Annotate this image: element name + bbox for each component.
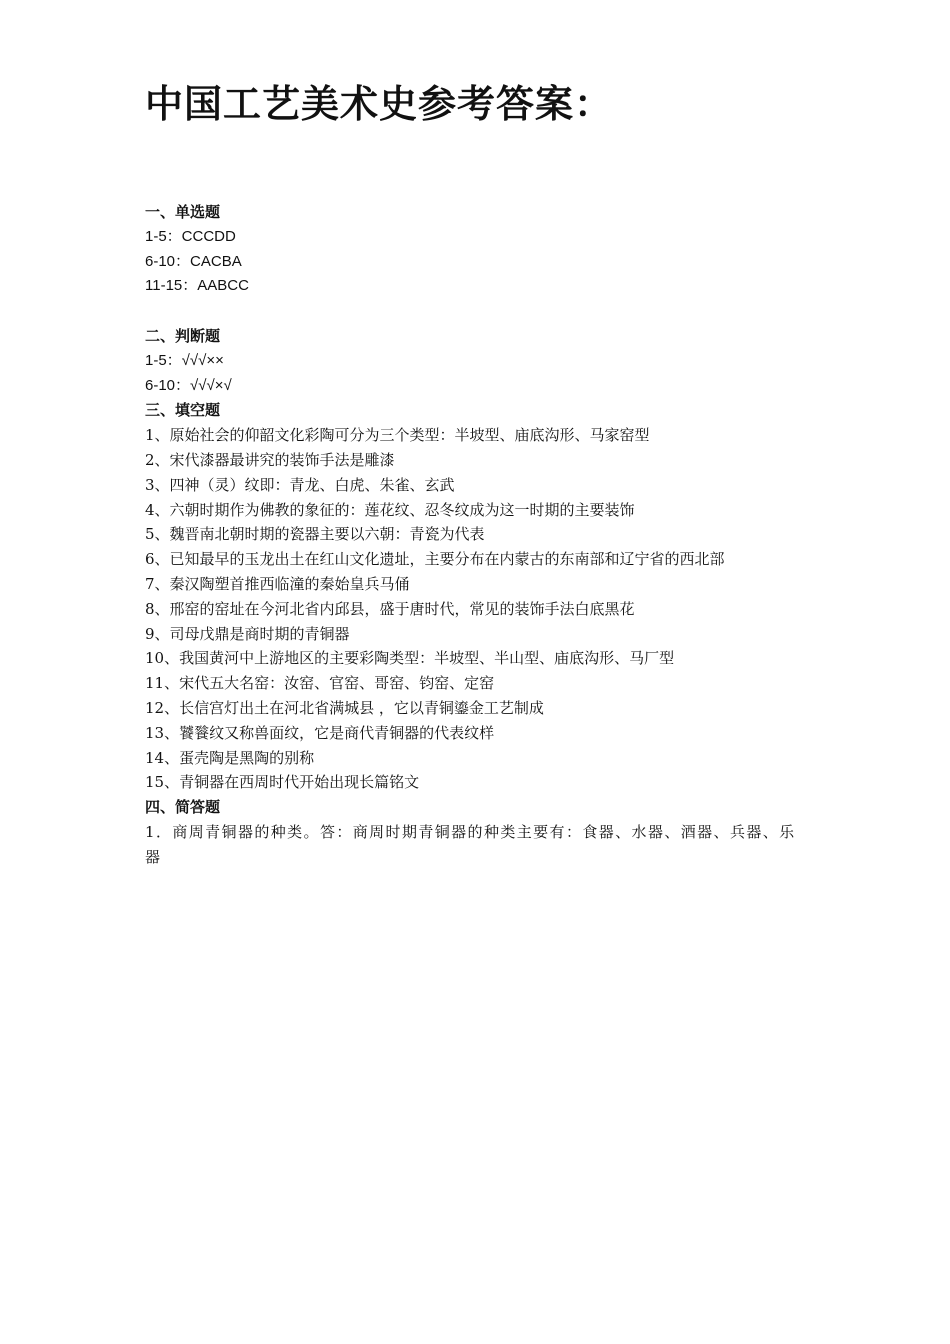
short-answer-item: 1．商周青铜器的种类。答：商周时期青铜器的种类主要有：食器、水器、酒器、兵器、乐器 <box>145 822 796 866</box>
fill-blank-item: 11、宋代五大名窑：汝窑、官窑、哥窑、钧窑、定窑 <box>145 674 495 693</box>
section-heading: 一、单选题 <box>145 203 221 221</box>
document-title: 中国工艺美术史参考答案： <box>145 82 614 126</box>
fill-blank-section <box>145 398 810 795</box>
single-choice-section <box>145 200 810 299</box>
section-heading: 二、判断题 <box>145 326 221 345</box>
fill-blank-item: 4、六朝时期作为佛教的象征的：莲花纹、忍冬纹成为这一时期的主要装饰 <box>145 500 635 519</box>
fill-blank-item: 10、我国黄河中上游地区的主要彩陶类型：半坡型、半山型、庙底沟形、马厂型 <box>145 649 675 668</box>
answer-line: 11-15：AABCC <box>145 277 249 295</box>
fill-blank-item: 14、蛋壳陶是黑陶的别称 <box>145 748 315 767</box>
document-content <box>145 200 810 870</box>
answer-line: 6-10：CACBA <box>145 252 242 270</box>
fill-blank-item: 15、青铜器在西周时代开始出现长篇铭文 <box>145 773 420 792</box>
fill-blank-item: 2、宋代漆器最讲究的装饰手法是雕漆 <box>145 450 395 469</box>
section-heading: 三、填空题 <box>145 401 221 420</box>
short-answer-section <box>145 795 810 869</box>
answer-line: 6-10：√√√×√ <box>145 376 232 394</box>
true-false-section <box>145 324 810 398</box>
section-spacer <box>145 299 810 324</box>
answer-line: 1-5：CCCDD <box>145 227 236 245</box>
fill-blank-item: 7、秦汉陶塑首推西临潼的秦始皇兵马俑 <box>145 574 410 593</box>
fill-blank-item: 8、邢窑的窑址在今河北省内邱县，盛于唐时代，常见的装饰手法白底黑花 <box>145 599 635 618</box>
fill-blank-item: 5、魏晋南北朝时期的瓷器主要以六朝：青瓷为代表 <box>145 525 485 544</box>
fill-blank-item: 9、司母戊鼎是商时期的青铜器 <box>145 624 350 643</box>
fill-blank-item: 12、长信宫灯出土在河北省满城县 ，它以青铜鎏金工艺制成 <box>145 698 544 717</box>
section-heading: 四、简答题 <box>145 798 221 817</box>
fill-blank-item: 13、饕餮纹又称兽面纹，它是商代青铜器的代表纹样 <box>145 723 495 742</box>
answer-line: 1-5：√√√×× <box>145 351 224 369</box>
fill-blank-item: 6、已知最早的玉龙出土在红山文化遗址，主要分布在内蒙古的东南部和辽宁省的西北部 <box>145 550 725 569</box>
fill-blank-item: 3、四神（灵）纹即：青龙、白虎、朱雀、玄武 <box>145 475 455 494</box>
fill-blank-item: 1、原始社会的仰韶文化彩陶可分为三个类型：半坡型、庙底沟形、马家窑型 <box>145 426 650 445</box>
